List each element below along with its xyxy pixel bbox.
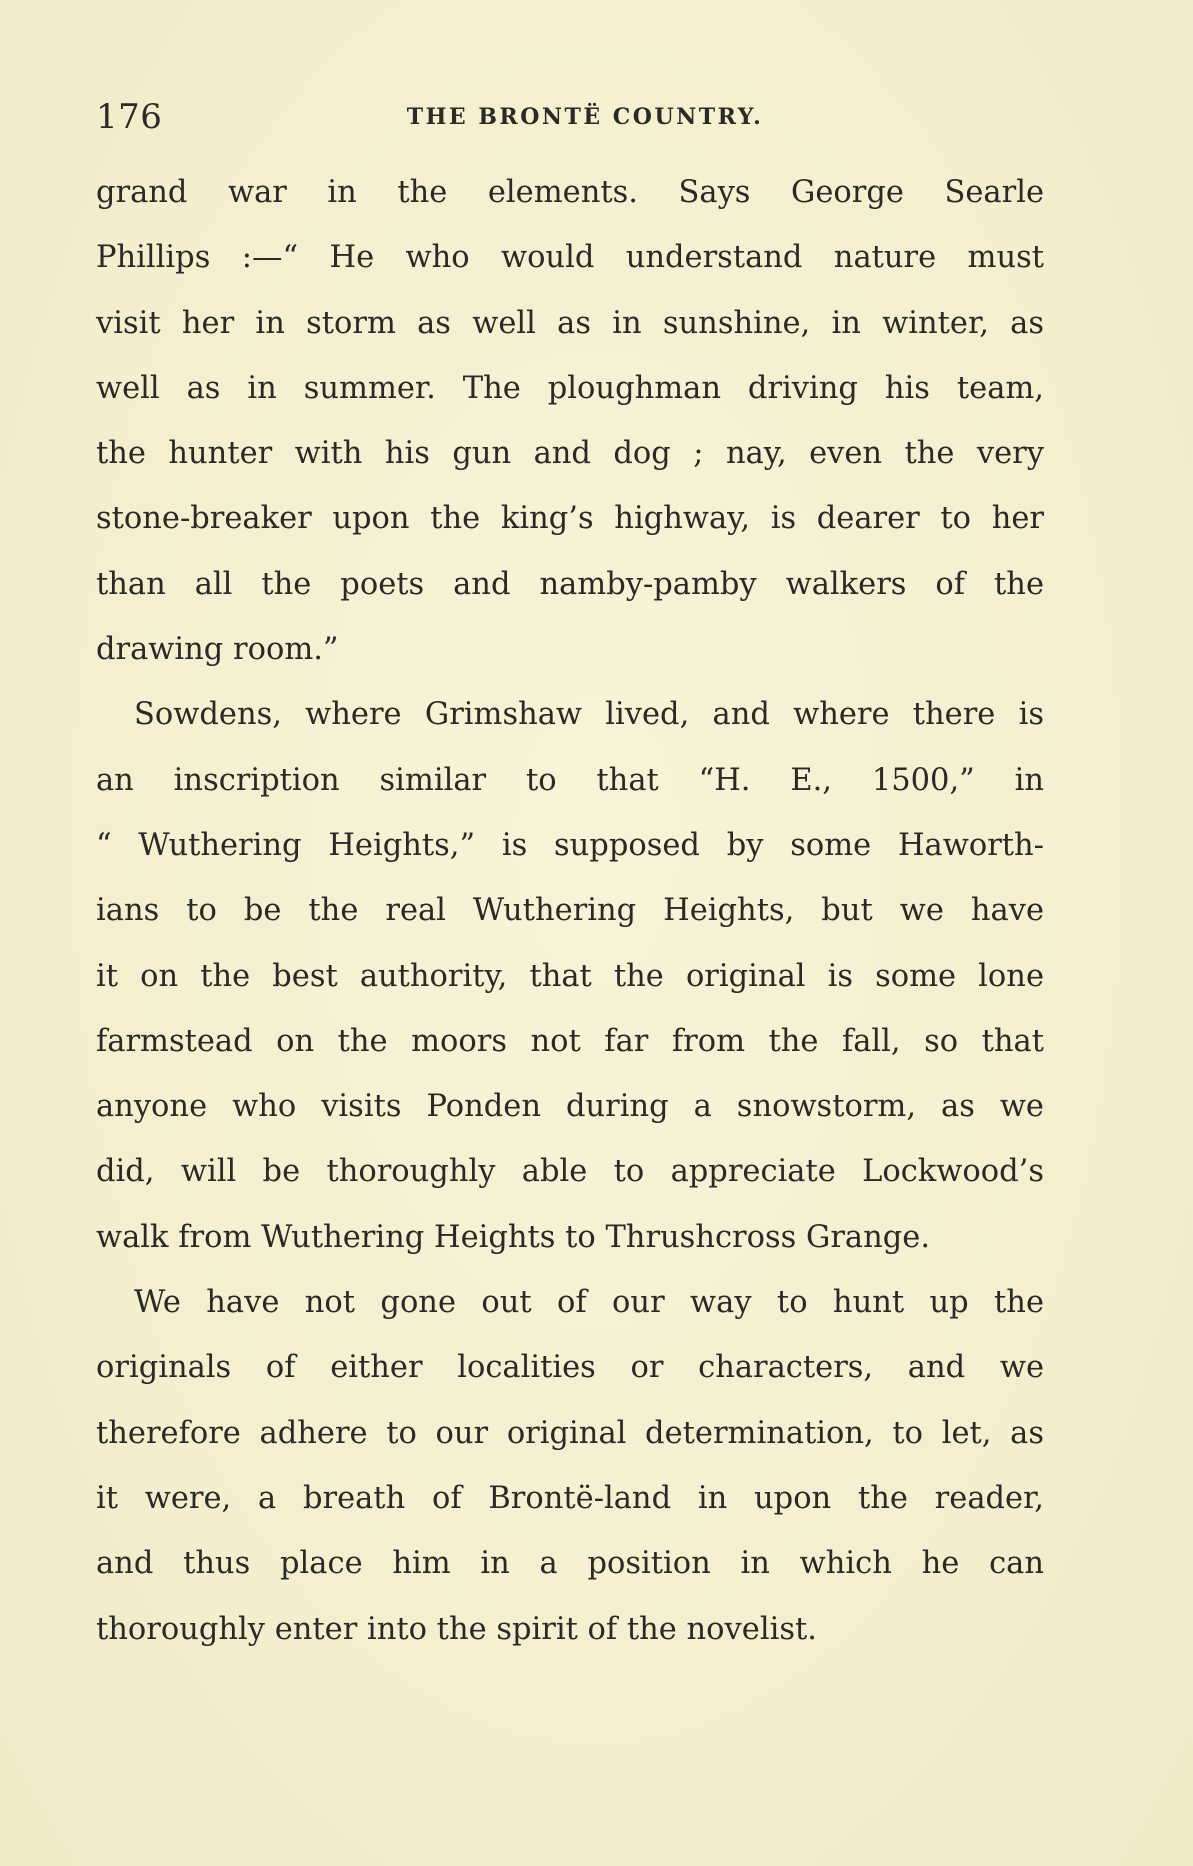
text-line: visit her in storm as well as in sunshine, in winter, as	[96, 305, 1044, 341]
text-line: it on the best authority, that the original is some lone	[96, 958, 1044, 994]
text-line: stone-breaker upon the king’s highway, is dearer to her	[96, 501, 1044, 537]
text-line: “ Wuthering Heights,” is supposed by some Haworth-	[96, 827, 1044, 863]
text-line: walk from Wuthering Heights to Thrushcross Grange.	[96, 1219, 931, 1255]
text-line: ians to be the real Wuthering Heights, but we have	[96, 893, 1044, 929]
text-line: thoroughly enter into the spirit of the novelist.	[96, 1611, 817, 1647]
text-line: therefore adhere to our original determination, to let, as	[96, 1415, 1044, 1451]
text-line: an inscription similar to that “H. E., 1500,” in	[96, 762, 1044, 798]
text-line: well as in summer. The ploughman driving his team,	[96, 370, 1044, 406]
text-line: it were, a breath of Brontë-land in upon the reader,	[96, 1480, 1044, 1516]
text-line: did, will be thoroughly able to appreciate Lockwood’s	[96, 1154, 1044, 1190]
text-line: We have not gone out of our way to hunt up the	[134, 1285, 1044, 1321]
text-line: grand war in the elements. Says George Searle	[96, 175, 1044, 210]
text-line: anyone who visits Ponden during a snowstorm, as we	[96, 1089, 1044, 1125]
page-number: 176	[96, 97, 163, 137]
text-line: than all the poets and namby-pamby walkers of the	[96, 566, 1044, 602]
text-line: the hunter with his gun and dog ; nay, even the very	[96, 436, 1044, 472]
body-text	[96, 160, 1044, 1662]
text-line: drawing room.”	[96, 632, 339, 668]
text-line: Phillips :—“ He who would understand nature must	[96, 240, 1044, 276]
text-line: farmstead on the moors not far from the fall, so that	[96, 1023, 1044, 1059]
running-title: THE BRONTË COUNTRY.	[406, 104, 764, 130]
text-line: Sowdens, where Grimshaw lived, and where there is	[134, 697, 1044, 733]
text-line: and thus place him in a position in which he can	[96, 1546, 1044, 1582]
page-header	[96, 92, 1044, 142]
text-line: originals of either localities or characters, and we	[96, 1350, 1044, 1386]
